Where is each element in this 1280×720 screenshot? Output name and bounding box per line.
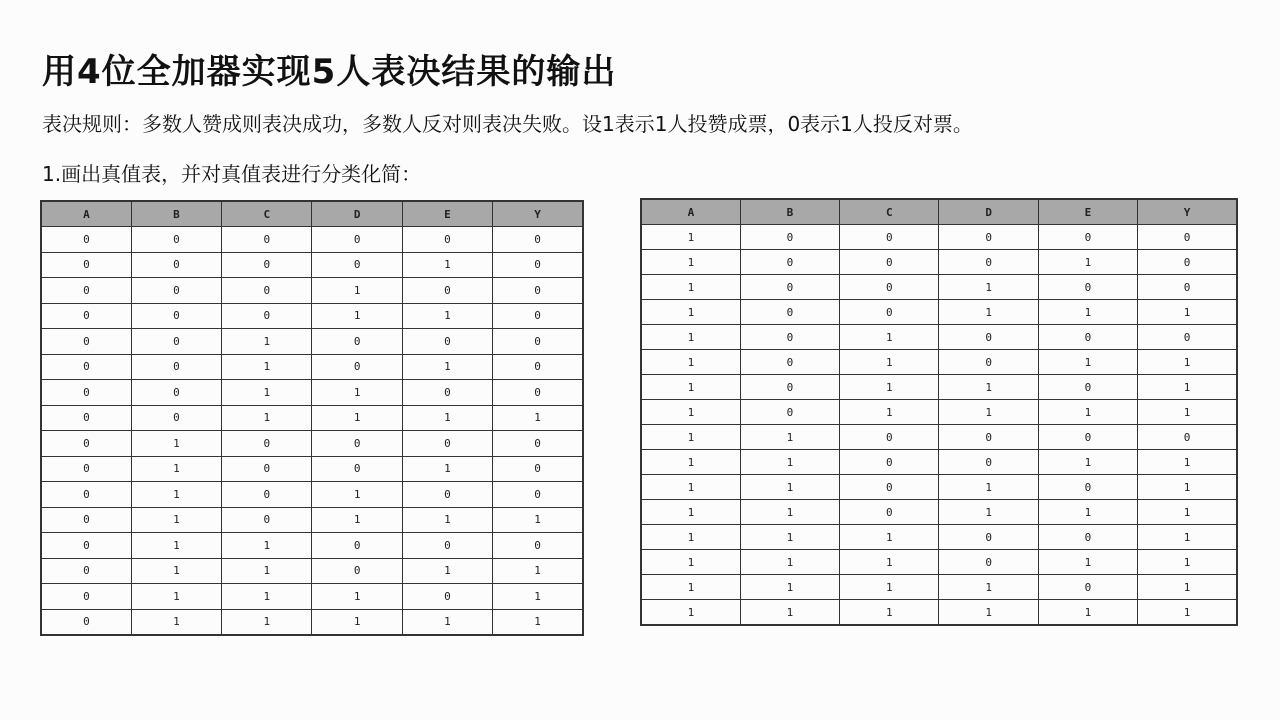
cell-e: 1 xyxy=(1038,500,1137,525)
cell-a: 0 xyxy=(41,482,131,508)
cell-y: 1 xyxy=(493,584,583,610)
cell-y: 1 xyxy=(1138,450,1237,475)
cell-a: 1 xyxy=(641,250,740,275)
table-header-row xyxy=(41,201,583,227)
table-row xyxy=(41,609,583,635)
table-row xyxy=(41,405,583,431)
cell-c: 0 xyxy=(222,431,312,457)
cell-b: 1 xyxy=(131,609,221,635)
table-header-row xyxy=(641,199,1237,225)
cell-e: 1 xyxy=(402,456,492,482)
header-d: D xyxy=(312,201,402,227)
header-c: C xyxy=(840,199,939,225)
cell-a: 1 xyxy=(641,450,740,475)
step-instruction: 1.画出真值表，并对真值表进行分类化简： xyxy=(42,162,422,186)
cell-y: 0 xyxy=(493,252,583,278)
table-row xyxy=(641,450,1237,475)
cell-c: 0 xyxy=(222,303,312,329)
cell-c: 1 xyxy=(222,558,312,584)
cell-e: 0 xyxy=(1038,525,1137,550)
cell-e: 1 xyxy=(402,252,492,278)
cell-d: 0 xyxy=(939,350,1038,375)
cell-y: 1 xyxy=(1138,525,1237,550)
cell-b: 0 xyxy=(131,405,221,431)
truth-table-right xyxy=(640,198,1238,626)
table-row xyxy=(641,325,1237,350)
cell-y: 1 xyxy=(493,405,583,431)
cell-b: 1 xyxy=(131,456,221,482)
table-row xyxy=(41,278,583,304)
table-row xyxy=(641,400,1237,425)
cell-d: 0 xyxy=(939,225,1038,250)
cell-b: 0 xyxy=(131,354,221,380)
table-row xyxy=(41,507,583,533)
cell-y: 1 xyxy=(1138,575,1237,600)
cell-c: 1 xyxy=(840,350,939,375)
cell-a: 0 xyxy=(41,533,131,559)
page-title: 用4位全加器实现5人表决结果的输出 xyxy=(42,52,617,92)
cell-d: 0 xyxy=(312,252,402,278)
cell-b: 1 xyxy=(131,482,221,508)
cell-y: 1 xyxy=(1138,350,1237,375)
cell-d: 0 xyxy=(939,450,1038,475)
cell-a: 0 xyxy=(41,278,131,304)
cell-y: 1 xyxy=(1138,550,1237,575)
cell-a: 0 xyxy=(41,303,131,329)
cell-b: 1 xyxy=(740,525,839,550)
cell-b: 0 xyxy=(131,303,221,329)
cell-b: 1 xyxy=(131,584,221,610)
cell-d: 0 xyxy=(312,456,402,482)
table-row xyxy=(641,600,1237,626)
cell-a: 0 xyxy=(41,456,131,482)
cell-d: 1 xyxy=(312,405,402,431)
table-row xyxy=(641,500,1237,525)
cell-b: 1 xyxy=(131,533,221,559)
cell-c: 1 xyxy=(840,550,939,575)
table-row xyxy=(41,227,583,253)
cell-c: 0 xyxy=(840,225,939,250)
cell-e: 1 xyxy=(1038,350,1137,375)
cell-d: 0 xyxy=(939,425,1038,450)
table-row xyxy=(641,475,1237,500)
cell-b: 1 xyxy=(740,450,839,475)
table-row xyxy=(41,380,583,406)
cell-y: 0 xyxy=(493,329,583,355)
cell-c: 1 xyxy=(840,575,939,600)
cell-a: 1 xyxy=(641,475,740,500)
cell-a: 1 xyxy=(641,575,740,600)
cell-e: 1 xyxy=(402,558,492,584)
cell-c: 0 xyxy=(222,482,312,508)
truth-table-left-body xyxy=(41,227,583,636)
cell-d: 0 xyxy=(939,550,1038,575)
cell-y: 0 xyxy=(493,431,583,457)
cell-y: 0 xyxy=(1138,250,1237,275)
cell-d: 0 xyxy=(312,354,402,380)
cell-d: 1 xyxy=(939,500,1038,525)
cell-b: 0 xyxy=(131,278,221,304)
cell-d: 1 xyxy=(939,375,1038,400)
cell-b: 1 xyxy=(740,425,839,450)
cell-b: 1 xyxy=(740,550,839,575)
table-row xyxy=(41,431,583,457)
cell-e: 0 xyxy=(1038,425,1137,450)
cell-b: 0 xyxy=(740,400,839,425)
cell-e: 1 xyxy=(402,354,492,380)
cell-a: 0 xyxy=(41,252,131,278)
cell-e: 1 xyxy=(1038,250,1137,275)
cell-a: 1 xyxy=(641,375,740,400)
cell-a: 1 xyxy=(641,400,740,425)
cell-d: 0 xyxy=(312,329,402,355)
table-row xyxy=(641,250,1237,275)
cell-d: 1 xyxy=(939,475,1038,500)
cell-y: 0 xyxy=(493,533,583,559)
cell-c: 0 xyxy=(222,507,312,533)
cell-a: 0 xyxy=(41,227,131,253)
cell-a: 1 xyxy=(641,325,740,350)
cell-e: 0 xyxy=(402,329,492,355)
cell-c: 1 xyxy=(840,325,939,350)
cell-y: 0 xyxy=(493,380,583,406)
cell-c: 1 xyxy=(840,600,939,626)
cell-e: 1 xyxy=(1038,600,1137,626)
cell-y: 0 xyxy=(493,482,583,508)
cell-d: 0 xyxy=(312,533,402,559)
cell-e: 1 xyxy=(1038,300,1137,325)
cell-a: 0 xyxy=(41,584,131,610)
cell-b: 1 xyxy=(740,575,839,600)
cell-d: 1 xyxy=(939,275,1038,300)
cell-d: 1 xyxy=(939,575,1038,600)
cell-c: 1 xyxy=(222,354,312,380)
cell-d: 1 xyxy=(939,400,1038,425)
cell-a: 1 xyxy=(641,500,740,525)
table-row xyxy=(41,584,583,610)
header-e: E xyxy=(1038,199,1137,225)
cell-e: 1 xyxy=(1038,450,1137,475)
cell-c: 1 xyxy=(222,584,312,610)
cell-e: 0 xyxy=(1038,475,1137,500)
cell-e: 1 xyxy=(402,507,492,533)
header-a: A xyxy=(41,201,131,227)
cell-b: 0 xyxy=(740,275,839,300)
cell-d: 1 xyxy=(312,584,402,610)
cell-e: 0 xyxy=(1038,325,1137,350)
cell-y: 1 xyxy=(1138,300,1237,325)
table-row xyxy=(641,575,1237,600)
cell-d: 1 xyxy=(312,303,402,329)
cell-b: 0 xyxy=(131,380,221,406)
cell-e: 0 xyxy=(1038,275,1137,300)
cell-y: 0 xyxy=(493,354,583,380)
cell-c: 0 xyxy=(222,456,312,482)
cell-y: 0 xyxy=(1138,325,1237,350)
header-y: Y xyxy=(493,201,583,227)
cell-e: 0 xyxy=(402,482,492,508)
truth-table-left xyxy=(40,200,584,636)
cell-c: 1 xyxy=(222,329,312,355)
cell-e: 0 xyxy=(402,533,492,559)
cell-a: 1 xyxy=(641,350,740,375)
header-b: B xyxy=(740,199,839,225)
cell-d: 0 xyxy=(312,227,402,253)
cell-y: 1 xyxy=(1138,375,1237,400)
cell-d: 1 xyxy=(312,278,402,304)
cell-a: 1 xyxy=(641,275,740,300)
cell-y: 1 xyxy=(1138,475,1237,500)
cell-b: 0 xyxy=(131,252,221,278)
cell-a: 0 xyxy=(41,380,131,406)
cell-a: 0 xyxy=(41,354,131,380)
cell-d: 1 xyxy=(939,300,1038,325)
cell-d: 1 xyxy=(312,482,402,508)
cell-y: 0 xyxy=(493,227,583,253)
cell-c: 0 xyxy=(840,425,939,450)
cell-y: 0 xyxy=(493,303,583,329)
cell-b: 1 xyxy=(740,475,839,500)
table-row xyxy=(41,456,583,482)
cell-e: 0 xyxy=(402,278,492,304)
table-row xyxy=(641,550,1237,575)
cell-a: 1 xyxy=(641,300,740,325)
cell-b: 1 xyxy=(131,431,221,457)
cell-y: 1 xyxy=(1138,600,1237,626)
cell-d: 1 xyxy=(312,380,402,406)
cell-c: 1 xyxy=(222,609,312,635)
header-y: Y xyxy=(1138,199,1237,225)
cell-d: 0 xyxy=(939,325,1038,350)
table-row xyxy=(641,525,1237,550)
table-row xyxy=(641,300,1237,325)
cell-a: 1 xyxy=(641,600,740,626)
cell-b: 1 xyxy=(740,500,839,525)
cell-a: 0 xyxy=(41,329,131,355)
cell-b: 1 xyxy=(740,600,839,626)
cell-c: 0 xyxy=(840,500,939,525)
cell-c: 0 xyxy=(840,300,939,325)
cell-c: 1 xyxy=(840,525,939,550)
table-row xyxy=(41,329,583,355)
cell-d: 0 xyxy=(939,250,1038,275)
cell-e: 1 xyxy=(402,609,492,635)
header-b: B xyxy=(131,201,221,227)
cell-e: 1 xyxy=(402,303,492,329)
cell-c: 0 xyxy=(840,450,939,475)
cell-c: 0 xyxy=(840,275,939,300)
cell-a: 0 xyxy=(41,431,131,457)
table-row xyxy=(41,303,583,329)
cell-a: 0 xyxy=(41,558,131,584)
cell-e: 0 xyxy=(402,584,492,610)
cell-y: 1 xyxy=(493,609,583,635)
cell-e: 0 xyxy=(402,380,492,406)
header-d: D xyxy=(939,199,1038,225)
table-row xyxy=(641,275,1237,300)
cell-y: 1 xyxy=(493,507,583,533)
cell-c: 1 xyxy=(222,533,312,559)
cell-c: 1 xyxy=(222,405,312,431)
cell-e: 1 xyxy=(402,405,492,431)
cell-b: 1 xyxy=(131,507,221,533)
cell-e: 0 xyxy=(402,431,492,457)
cell-b: 1 xyxy=(131,558,221,584)
cell-e: 1 xyxy=(1038,400,1137,425)
table-row xyxy=(41,558,583,584)
table-row xyxy=(641,350,1237,375)
cell-b: 0 xyxy=(131,329,221,355)
cell-c: 0 xyxy=(840,250,939,275)
cell-e: 0 xyxy=(1038,375,1137,400)
header-c: C xyxy=(222,201,312,227)
cell-y: 0 xyxy=(493,456,583,482)
table-row xyxy=(41,533,583,559)
cell-y: 1 xyxy=(1138,500,1237,525)
cell-d: 0 xyxy=(939,525,1038,550)
cell-c: 1 xyxy=(840,375,939,400)
table-row xyxy=(641,375,1237,400)
cell-y: 0 xyxy=(1138,425,1237,450)
cell-e: 0 xyxy=(1038,575,1137,600)
cell-c: 0 xyxy=(840,475,939,500)
cell-c: 1 xyxy=(222,380,312,406)
cell-d: 1 xyxy=(312,507,402,533)
cell-e: 0 xyxy=(1038,225,1137,250)
header-e: E xyxy=(402,201,492,227)
cell-a: 0 xyxy=(41,405,131,431)
table-row xyxy=(41,354,583,380)
cell-c: 1 xyxy=(840,400,939,425)
cell-c: 0 xyxy=(222,252,312,278)
table-row xyxy=(41,252,583,278)
truth-table-right-body xyxy=(641,225,1237,626)
cell-d: 1 xyxy=(312,609,402,635)
cell-y: 0 xyxy=(1138,275,1237,300)
cell-b: 0 xyxy=(740,350,839,375)
cell-c: 0 xyxy=(222,278,312,304)
cell-y: 1 xyxy=(493,558,583,584)
header-a: A xyxy=(641,199,740,225)
cell-y: 0 xyxy=(1138,225,1237,250)
cell-b: 0 xyxy=(740,225,839,250)
voting-rule-text: 表决规则：多数人赞成则表决成功，多数人反对则表决失败。设1表示1人投赞成票，0表示1人投反对票。 xyxy=(42,112,973,136)
cell-y: 1 xyxy=(1138,400,1237,425)
table-row xyxy=(41,482,583,508)
cell-a: 0 xyxy=(41,609,131,635)
cell-e: 1 xyxy=(1038,550,1137,575)
cell-a: 1 xyxy=(641,525,740,550)
cell-d: 1 xyxy=(939,600,1038,626)
cell-b: 0 xyxy=(740,250,839,275)
table-row xyxy=(641,425,1237,450)
table-row xyxy=(641,225,1237,250)
cell-a: 1 xyxy=(641,225,740,250)
cell-a: 0 xyxy=(41,507,131,533)
cell-b: 0 xyxy=(131,227,221,253)
cell-b: 0 xyxy=(740,300,839,325)
cell-b: 0 xyxy=(740,375,839,400)
cell-c: 0 xyxy=(222,227,312,253)
cell-d: 0 xyxy=(312,558,402,584)
cell-y: 0 xyxy=(493,278,583,304)
cell-b: 0 xyxy=(740,325,839,350)
cell-a: 1 xyxy=(641,550,740,575)
cell-e: 0 xyxy=(402,227,492,253)
cell-d: 0 xyxy=(312,431,402,457)
cell-a: 1 xyxy=(641,425,740,450)
